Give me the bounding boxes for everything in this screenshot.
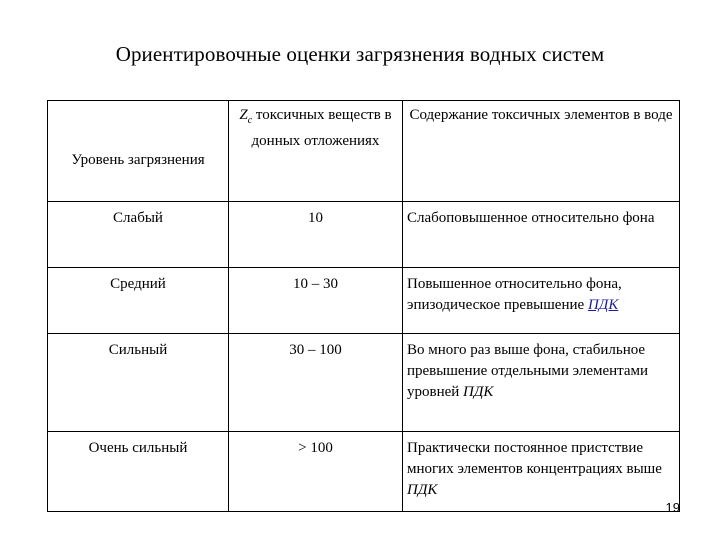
cell-content-text: Повышенное относительно фона, эпизодическое превышение <box>407 276 622 313</box>
cell-level: Средний <box>48 268 229 334</box>
cell-content-text: Во много раз выше фона, стабильное превышение отдельными элементами уровней <box>407 342 649 400</box>
zc-symbol: Z <box>239 107 248 123</box>
zc-header-text: токсичных веществ в донных отложениях <box>251 107 392 149</box>
cell-content <box>403 268 680 334</box>
cell-content-text: Практически постоянное пристствие многих элементов концентрациях выше <box>407 440 662 477</box>
table-row <box>48 202 680 268</box>
header-pollution-level: Уровень загрязнения <box>48 101 229 202</box>
cell-content <box>403 334 680 432</box>
cell-zc: 10 <box>229 202 403 268</box>
pdk-abbr: ПДК <box>463 384 494 400</box>
cell-zc: 30 – 100 <box>229 334 403 432</box>
cell-level: Очень сильный <box>48 432 229 512</box>
cell-zc: > 100 <box>229 432 403 512</box>
cell-level: Слабый <box>48 202 229 268</box>
header-zc <box>229 101 403 202</box>
pdk-link[interactable]: ПДК <box>587 297 619 313</box>
table-row <box>48 268 680 334</box>
table-header-row <box>48 101 680 202</box>
cell-content <box>403 432 680 512</box>
table-row <box>48 432 680 512</box>
pollution-table <box>47 100 680 512</box>
cell-level: Сильный <box>48 334 229 432</box>
cell-content: Слабоповышенное относительно фона <box>403 202 680 268</box>
page-number: 19 <box>665 500 680 515</box>
zc-subscript: c <box>247 115 253 126</box>
slide-title: Ориентировочные оценки загрязнения водных систем <box>115 42 605 66</box>
header-water-content: Содержание токсичных элементов в воде <box>403 101 680 202</box>
table-row <box>48 334 680 432</box>
pdk-abbr: ПДК <box>407 482 438 498</box>
cell-zc: 10 – 30 <box>229 268 403 334</box>
